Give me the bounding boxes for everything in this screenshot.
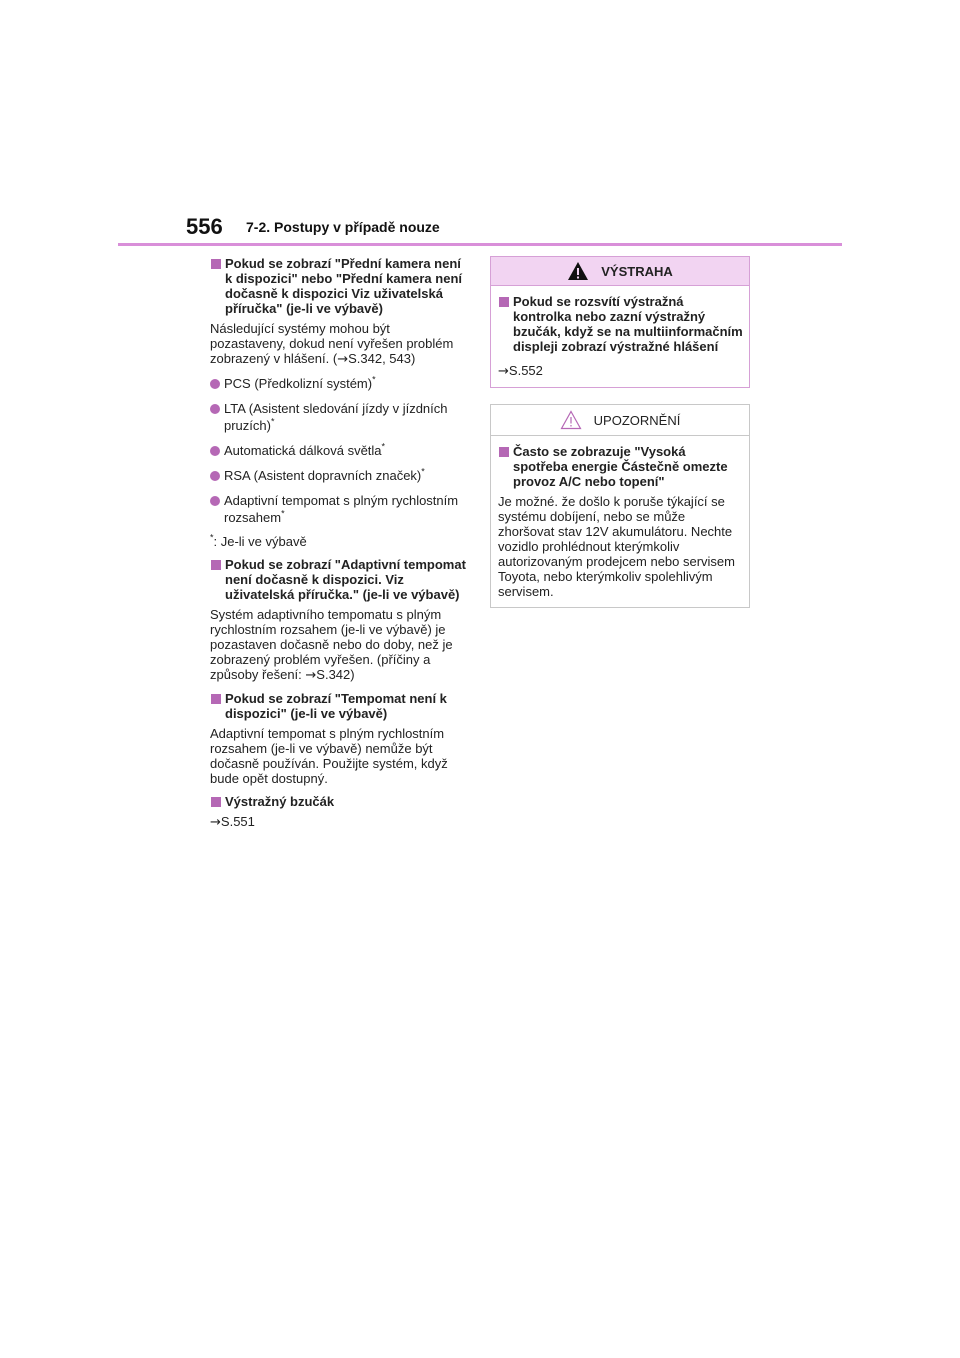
right-column [490,256,750,624]
heading-text: Pokud se zobrazí "Tempomat není k dispozici" (je-li ve výbavě) [225,691,447,721]
caution-box-body [491,436,749,607]
header-divider [118,243,842,246]
heading-text: Pokud se rozsvítí výstražná kontrolka nebo zazní výstražný bzučák, když se na multiinformačním displeji zobrazí výstražné hlášení [513,294,743,354]
caution-box-title: UPOZORNĚNÍ [593,412,681,428]
page-reference-link[interactable]: S.551 [220,814,255,829]
heading-text: Často se zobrazuje "Vysoká spotřeba energie Částečně omezte provoz A/C nebo topení" [513,444,728,489]
footnote: *: Je-li ve výbavě [210,532,307,549]
paragraph-paused-systems: Následující systémy mohou být pozastaveny, dokud není vyřešen problém zobrazený v hlášení. (→S.342, 543) [210,321,454,367]
warning-box-title: VÝSTRAHA [601,263,673,279]
caution-box [490,404,750,608]
caution-box-header [491,405,749,436]
round-bullet-icon [210,379,220,389]
list-item: Adaptivní tempomat s plným rychlostním rozsahem* [210,492,468,526]
paragraph-cruise-unavailable: Adaptivní tempomat s plným rychlostním rozsahem (je-li ve výbavě) nemůže být dočasně používán. Použijte systém, když bude opět dostupný. [210,726,448,786]
square-bullet-icon [499,447,509,457]
caution-text: Je možné. že došlo k poruše týkající se systému dobíjení, nebo se může zhoršovat stav 12V akumulátoru. Nechte vozidlo prohlédnout kterýmkoliv autorizovaným prodejcem nebo servisem Toyota, nebo kterýmkoliv spolehlivým servisem. [498,494,735,599]
list-item: PCS (Předkolizní systém)* [210,375,468,392]
page-reference-link[interactable]: S.552 [508,363,543,378]
page-header [0,0,960,250]
heading-warning-buzzer [210,794,468,809]
round-bullet-icon [210,471,220,481]
caution-triangle-icon [560,410,582,430]
heading-adaptive-cruise [210,557,468,602]
arrow-icon: → [337,352,349,367]
section-title: 7-2. Postupy v případě nouze [246,219,440,235]
warning-box-body [491,286,749,387]
left-column [210,256,468,838]
round-bullet-icon [210,496,220,506]
square-bullet-icon [211,259,221,269]
warning-triangle-icon [567,261,589,281]
footnote-marker: * [381,441,386,452]
paragraph-buzzer-ref [210,814,468,830]
footnote-marker: * [270,416,275,427]
heading-front-camera [210,256,468,316]
caution-heading [498,444,743,489]
heading-text: Pokud se zobrazí "Adaptivní tempomat není dočasně k dispozici. Viz uživatelská příručka." (je-li ve výbavě) [225,557,466,602]
list-item: Automatická dálková světla* [210,442,468,459]
warning-heading [498,294,743,354]
square-bullet-icon [499,297,509,307]
page-reference-link[interactable]: S.342) [316,667,355,682]
warning-box [490,256,750,388]
page-number: 556 [186,214,223,239]
arrow-icon: → [210,815,221,830]
arrow-icon: → [498,364,509,379]
paragraph-adaptive-cruise: Systém adaptivního tempomatu s plným rychlostním rozsahem (je-li ve výbavě) je pozastaven dočasně nebo do doby, než je zobrazený problém vyřešen. (příčiny a způsoby řešení: →S.342) [210,607,453,683]
footnote-marker: * [281,508,285,519]
square-bullet-icon [211,694,221,704]
warning-box-header [491,257,749,286]
list-item: LTA (Asistent sledování jízdy v jízdních pruzích)* [210,400,468,434]
square-bullet-icon [211,560,221,570]
footnote-marker: * [421,466,425,477]
list-item: RSA (Asistent dopravních značek)* [210,467,468,484]
heading-cruise-unavailable [210,691,468,721]
arrow-icon: → [305,668,317,683]
footnote-marker: * [372,374,376,385]
round-bullet-icon [210,446,220,456]
footnote-marker: * [210,532,214,543]
round-bullet-icon [210,404,220,414]
warning-reference [498,363,743,379]
heading-text: Výstražný bzučák [225,794,335,809]
heading-text: Pokud se zobrazí "Přední kamera není k dispozici" nebo "Přední kamera není dočasně k dispozici Viz uživatelská příručka" (je-li ve výbavě) [225,256,463,316]
square-bullet-icon [211,797,221,807]
page-reference-link[interactable]: S.342, 543) [348,351,416,366]
